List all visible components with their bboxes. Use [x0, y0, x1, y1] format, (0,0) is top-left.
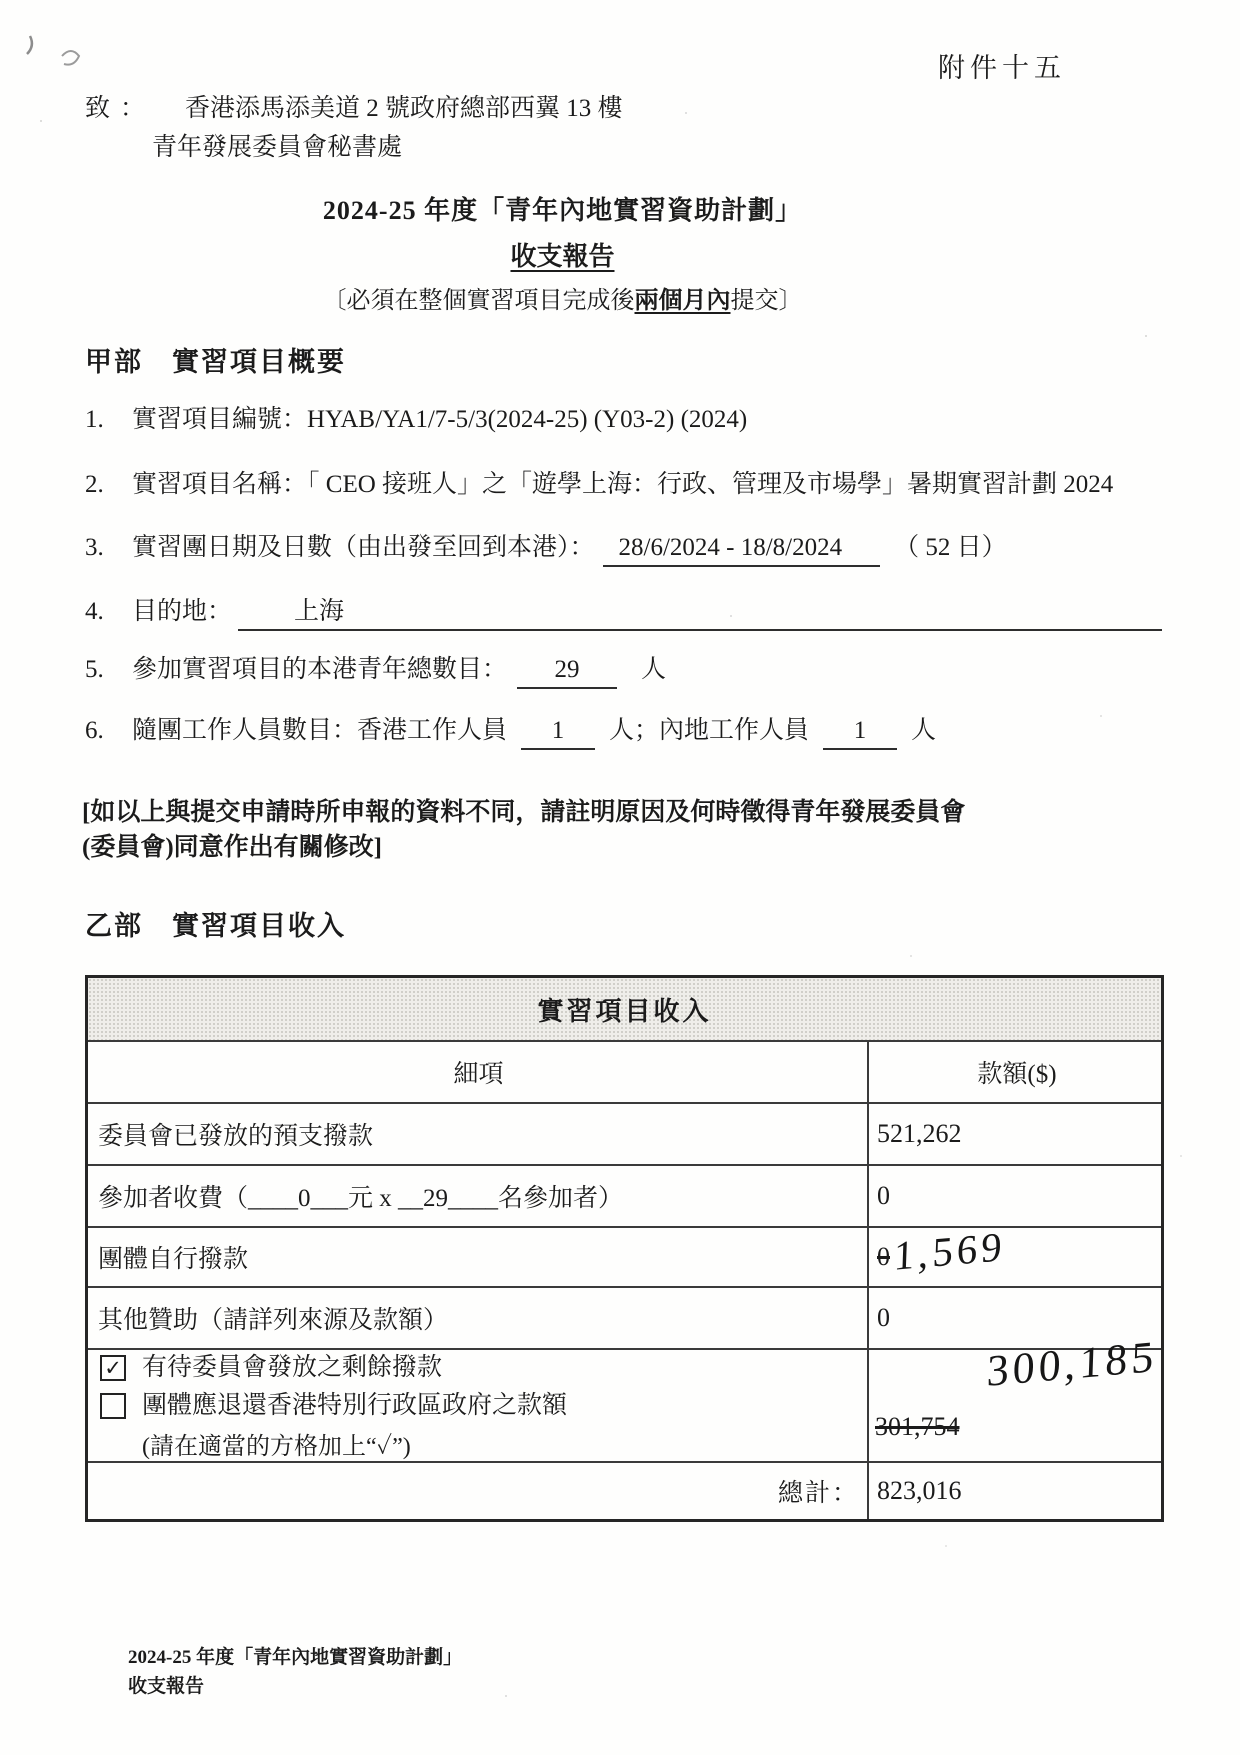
item-4-label: 目的地： — [132, 598, 233, 625]
total-label: 總計： — [777, 1480, 859, 1507]
income-table-column-header-row — [88, 1040, 1161, 1102]
trip-days: （ 52 日） — [894, 534, 1007, 561]
title-block — [0, 190, 1125, 315]
item-destination — [85, 595, 1175, 631]
row-3-amount-handwritten: 1,569 — [893, 1222, 1007, 1279]
item-1-label: 實習項目編號： — [132, 406, 308, 433]
submission-note-deadline: 兩個月內 — [634, 288, 731, 314]
row-2-label: 參加者收費（____0___元 x __29____名參加者） — [98, 1185, 624, 1212]
remaining-amount-handwritten: 300,185 — [986, 1331, 1159, 1396]
mainland-staff-field: 1 — [823, 714, 897, 750]
table-row-remaining-funds — [88, 1331, 1161, 1461]
participant-count-field: 29 — [517, 653, 617, 689]
table-row-organisation-funding — [88, 1222, 1161, 1286]
table-row-advance-payment — [88, 1102, 1161, 1164]
scan-smudge-mark — [16, 26, 106, 86]
item-5-label: 參加實習項目的本港青年總數目： — [132, 656, 508, 683]
table-row-participant-fees — [88, 1164, 1161, 1226]
scan-noise-dots — [40, 120, 42, 122]
row-3-label: 團體自行撥款 — [98, 1246, 249, 1273]
item-4-number: 4. — [85, 598, 104, 625]
item-6-label: 隨團工作人員數目：香港工作人員 — [132, 717, 508, 744]
column-header-amount — [867, 1042, 1161, 1102]
item-5-unit: 人 — [641, 656, 667, 683]
item-2-number: 2. — [85, 471, 104, 498]
table-row-other-sponsorship — [88, 1286, 1161, 1348]
recipient-line — [85, 88, 623, 124]
refund-option — [98, 1388, 567, 1424]
report-title: 收支報告 — [510, 242, 615, 271]
footer-line2: 收支報告 — [128, 1676, 205, 1697]
appendix-label: 附件十五 — [938, 53, 1066, 83]
amendment-note — [82, 795, 1182, 865]
page-footer — [128, 1643, 462, 1701]
row-3-amount-struck: 0 — [877, 1242, 890, 1271]
row-4-label: 其他贊助（請詳列來源及款額） — [98, 1307, 449, 1334]
submission-note — [0, 280, 1125, 315]
income-table-title: 實習項目收入 — [537, 996, 712, 1026]
amendment-note-line1: [如以上與提交申請時所申報的資料不同，請註明原因及何時徵得青年發展委員會 — [82, 799, 966, 826]
item-3-number: 3. — [85, 534, 104, 561]
scheme-title: 2024-25 年度「青年內地實習資助計劃」 — [322, 196, 803, 225]
section-a-heading: 甲部 實習項目概要 — [85, 347, 346, 377]
row-2-amount: 0 — [877, 1181, 890, 1210]
remaining-funds-label: 有待委員會發放之剩餘撥款 — [142, 1354, 443, 1381]
item-6-unit: 人 — [911, 717, 937, 744]
item-1-number: 1. — [85, 406, 104, 433]
income-table-title-row — [88, 978, 1161, 1040]
item-staff-count — [85, 714, 1175, 750]
item-1-value: HYAB/YA1/7-5/3(2024-25) (Y03-2) (2024) — [307, 406, 748, 433]
amendment-note-line2: (委員會)同意作出有關修改] — [82, 834, 382, 861]
item-5-number: 5. — [85, 656, 104, 683]
total-amount: 823,016 — [877, 1476, 962, 1505]
income-table — [85, 975, 1164, 1522]
submission-note-suffix: 提交〕 — [730, 288, 803, 314]
item-project-name — [85, 468, 1175, 502]
row-4-amount: 0 — [877, 1303, 890, 1332]
item-trip-dates — [85, 531, 1175, 567]
row-1-label: 委員會已發放的預支撥款 — [98, 1123, 374, 1150]
check-mark-icon: ✓ — [104, 1355, 122, 1380]
trip-dates-field: 28/6/2024 - 18/8/2024 — [603, 531, 881, 567]
item-3-label: 實習團日期及日數（由出發至回到本港）： — [132, 534, 595, 561]
destination-field: 上海 — [238, 595, 1162, 631]
recipient-address-line1: 香港添馬添美道 2 號政府總部西翼 13 樓 — [185, 95, 623, 122]
recipient-address-line2: 青年發展委員會秘書處 — [152, 134, 403, 161]
column-header-amount-label: 款額($) — [977, 1061, 1057, 1088]
submission-note-prefix: 〔必須在整個實習項目完成後 — [322, 288, 635, 314]
footer-line1: 2024-25 年度「青年內地實習資助計劃」 — [128, 1647, 463, 1668]
item-2-label: 實習項目名稱： — [132, 471, 308, 498]
section-b-heading: 乙部 實習項目收入 — [85, 911, 346, 941]
hk-staff-field: 1 — [521, 714, 595, 750]
item-6-number: 6. — [85, 717, 104, 744]
refund-label: 團體應退還香港特別行政區政府之款額 — [142, 1392, 568, 1419]
checkbox-instruction: (請在適當的方格加上“✓”) — [142, 1434, 411, 1460]
to-label: 致： — [85, 95, 156, 122]
item-6-mid: 人；內地工作人員 — [609, 717, 810, 744]
item-2-value: 「 CEO 接班人」之「遊學上海：行政、管理及市場學」暑期實習計劃 2024 — [307, 471, 1114, 498]
item-participant-count — [85, 653, 1175, 689]
item-project-number — [85, 403, 1175, 437]
table-row-total — [88, 1461, 1161, 1519]
column-header-item-label: 細項 — [453, 1061, 504, 1088]
column-header-item — [88, 1042, 867, 1102]
checkbox-remaining-funds-checked — [100, 1355, 126, 1381]
checkbox-refund-unchecked — [100, 1393, 126, 1419]
remaining-funds-option — [98, 1350, 442, 1386]
row-1-amount: 521,262 — [877, 1119, 962, 1148]
remaining-amount-struck: 301,754 — [875, 1412, 960, 1441]
